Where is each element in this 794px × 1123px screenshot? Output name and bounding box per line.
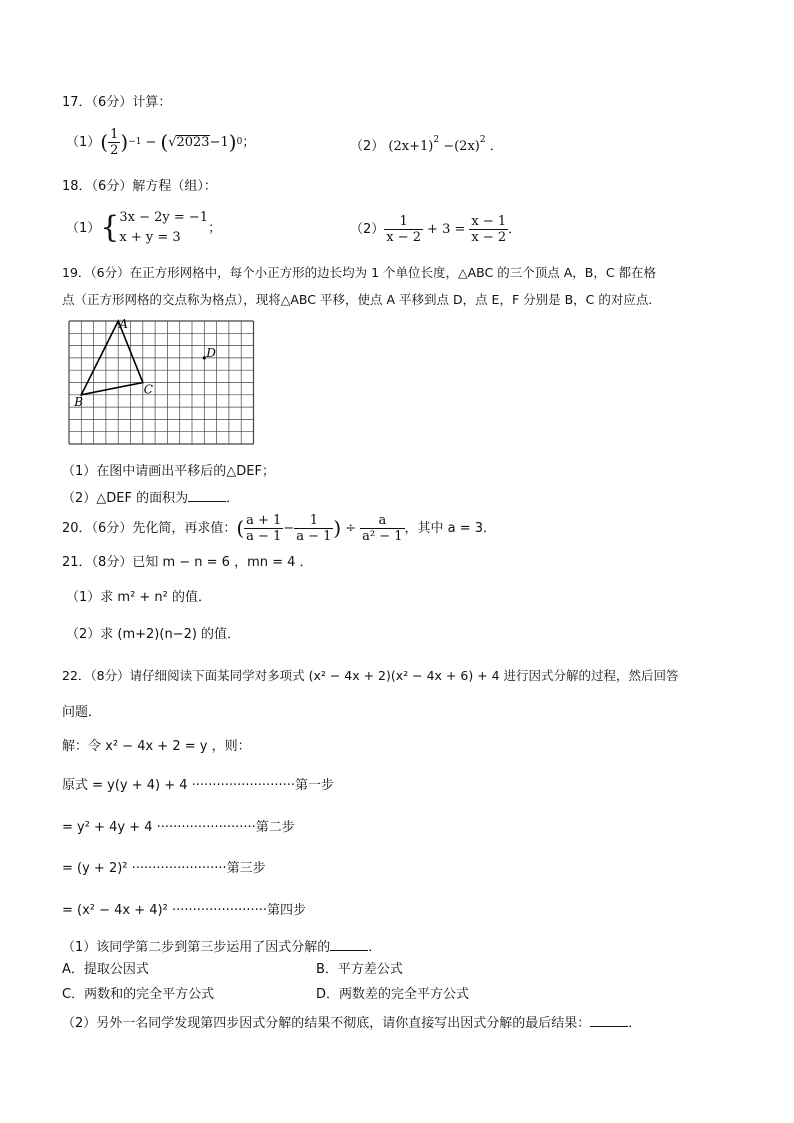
q17-p1-label: （1） xyxy=(66,134,101,150)
q20-frac2 xyxy=(294,513,333,544)
q22-sub2 xyxy=(62,1014,641,1030)
q22-line1: 22．（8分）请仔细阅读下面某同学对多项式 (x² − 4x + 2)(x² − 4x + 6) + 4 进行因式分解的过程，然后回答 xyxy=(62,668,679,683)
q19-line1: 19．（6分）在正方形网格中，每个小正方形的边长均为 1 个单位长度，△ABC 的三个顶点 A，B，C 都在格 xyxy=(62,265,657,280)
q17-sqrt-sign: √ xyxy=(168,134,177,150)
grid-labels xyxy=(73,318,216,409)
q19-sub2 xyxy=(62,489,239,505)
q20-frac1 xyxy=(244,513,283,544)
q20-f3-den: a² − 1 xyxy=(362,528,403,544)
q22-sub2-pre: （2）另外一名同学发现第四步因式分解的结果不彻底，请你直接写出因式分解的最后结果： xyxy=(62,1016,591,1031)
q20-frac3 xyxy=(360,513,404,544)
label-point-c: C xyxy=(143,382,153,397)
q17-lparen2: ( xyxy=(160,130,169,154)
q18-frac1 xyxy=(384,214,423,245)
q18-f1-den: x − 2 xyxy=(386,229,422,245)
q20-f3-num: a xyxy=(360,513,404,529)
q22-sub2-blank[interactable] xyxy=(590,1014,628,1027)
q19-answer-blank[interactable] xyxy=(188,489,226,502)
q20-f1-num: a + 1 xyxy=(246,512,282,528)
q20-div: ÷ xyxy=(345,520,357,536)
q22-sub2-post: ． xyxy=(628,1016,642,1031)
q22-option-a[interactable]: A．提取公因式 xyxy=(62,962,149,977)
q22-solution: 解：令 x² − 4x + 2 = y ，则： xyxy=(62,739,251,754)
q17-p1-exp: −1 xyxy=(128,136,142,147)
q22-step1: 原式 = y(y + 4) + 4 ·························第一步 xyxy=(62,778,334,793)
q18-p1-end: ； xyxy=(208,220,222,236)
q22-step2: = y² + 4y + 4 ························第二步 xyxy=(62,820,295,835)
q17-p2-a: (2x+1) xyxy=(388,139,434,154)
grid-lines xyxy=(69,321,254,444)
q22-sub1-blank[interactable] xyxy=(330,938,368,951)
q18-mid: + 3 = xyxy=(427,221,466,237)
q20-line xyxy=(62,508,496,548)
q22-sub1-pre: （1）该同学第二步到第三步运用了因式分解的 xyxy=(62,940,331,955)
q22-option-d[interactable]: D．两数差的完全平方公式 xyxy=(316,987,470,1002)
q20-f1-den: a − 1 xyxy=(246,528,282,544)
q17-p1-num: 1 xyxy=(110,126,119,142)
q17-p1-mid: − xyxy=(145,134,157,150)
q17-p1-den: 2 xyxy=(110,142,119,158)
q18-f2-den: x − 2 xyxy=(471,229,507,245)
label-point-b: B xyxy=(74,394,84,409)
q17-p1-end: ； xyxy=(242,134,256,150)
q17-rparen2: ) xyxy=(228,130,237,154)
q20-rparen: ) xyxy=(333,516,342,540)
q22-line2: 问题． xyxy=(62,705,102,720)
q21-sub1: （1）求 m² + n² 的值． xyxy=(66,590,212,605)
q17-p1-exp0: 0 xyxy=(236,136,243,147)
q19-sub2-pre: （2）△DEF 的面积为 xyxy=(62,491,189,506)
q17-p2-end: ． xyxy=(489,139,503,154)
q18-f1-num: 1 xyxy=(384,214,423,230)
q17-p1-minus1: −1 xyxy=(209,134,229,150)
q21-stem: 21．（8分）已知 m − n = 6 ，mn = 4 ． xyxy=(62,555,313,570)
q17-p2-label: （2） xyxy=(350,139,385,154)
q19-line2: 点（正方形网格的交点称为格点），现将△ABC 平移，使点 A 平移到点 D，点 E，F 分别是 B，C 的对应点． xyxy=(62,292,661,307)
q22-option-c[interactable]: C．两数和的完全平方公式 xyxy=(62,987,215,1002)
q21-sub2: （2）求 (m+2)(n−2) 的值． xyxy=(66,627,241,642)
q17-p1-root: 2023 xyxy=(176,135,210,150)
q20-post: ，其中 a = 3． xyxy=(404,520,497,536)
q17-lparen: ( xyxy=(100,130,109,154)
q17-p2-exp2: 2 xyxy=(479,135,486,145)
q22-option-b[interactable]: B．平方差公式 xyxy=(316,962,403,977)
q17-stem: 17．（6分）计算： xyxy=(62,95,172,110)
q22-sub1-post: ． xyxy=(368,940,382,955)
q20-pre: 20．（6分）先化简，再求值： xyxy=(62,520,237,536)
q20-lparen: ( xyxy=(236,516,245,540)
q18-p2-end: ． xyxy=(508,221,522,237)
q18-frac2 xyxy=(469,214,508,245)
q20-minus: − xyxy=(283,520,295,536)
square-grid-figure xyxy=(62,318,262,450)
label-point-d: D xyxy=(206,345,216,360)
q22-step4: = (x² − 4x + 4)² ·······················第四步 xyxy=(62,903,307,918)
q18-f2-num: x − 1 xyxy=(471,213,507,229)
q18-part2 xyxy=(350,212,521,246)
q17-p1-frac xyxy=(108,127,120,158)
q17-p2-mid: −(2x) xyxy=(443,139,480,154)
q19-sub1: （1）在图中请画出平移后的△DEF； xyxy=(62,464,275,479)
q19-sub2-post: ． xyxy=(226,491,240,506)
label-point-a: A xyxy=(119,318,128,331)
q22-sub1 xyxy=(62,938,381,954)
q18-stem: 18．（6分）解方程（组）： xyxy=(62,179,217,194)
q22-step3: = (y + 2)² ·······················第三步 xyxy=(62,861,266,876)
q17-part1 xyxy=(66,124,255,160)
q18-brace: { xyxy=(100,210,120,245)
q17-part2 xyxy=(350,136,503,153)
q20-f2-den: a − 1 xyxy=(296,528,332,544)
q20-f2-num: 1 xyxy=(294,513,333,529)
q17-rparen: ) xyxy=(120,130,129,154)
q18-p2-label: （2） xyxy=(350,221,385,237)
q18-system xyxy=(119,208,208,248)
q17-p2-exp: 2 xyxy=(433,135,440,145)
q18-p1-label: （1） xyxy=(66,220,101,236)
q18-eq1: 3x − 2y = −1 xyxy=(119,210,209,225)
q18-part1 xyxy=(66,206,221,250)
q18-eq2: x + y = 3 xyxy=(119,230,181,245)
